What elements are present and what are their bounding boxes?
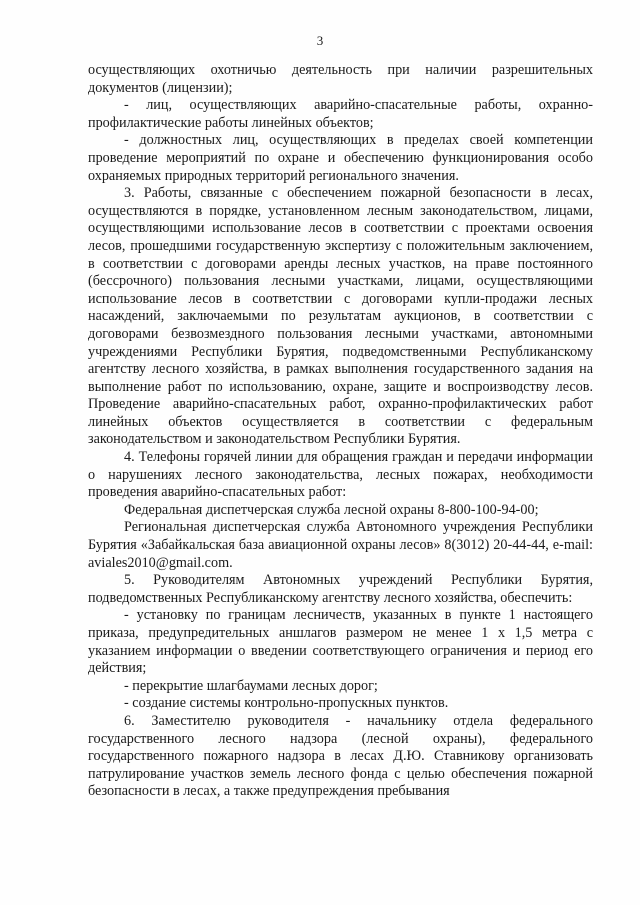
paragraph-item-3: 3. Работы, связанные с обеспечением пожарной безопасности в лесах, осуществляются в порядке, установленном лесным законодательством, лицами, осуществляющими использование лесов в соответствии с проектами освоения лесов, прошедшими государственную экспертизу с положительным заключением, в соответствии с договорами аренды лесных участков, на праве постоянного (бессрочного) пользования лесными участками, лицами, осуществляющими использование лесов в соответствии с договорами купли-продажи лесных насаждений, заключаемыми по результатам аукционов, в соответствии с договорами безвозмездного пользования лесными участками, автономными учреждениями Республики Бурятия, подведомственными Республиканскому агентству лесного хозяйства, в рамках выполнения государственного задания на выполнение работ по использованию, охране, защите и воспроизводству лесов. Проведение аварийно-спасательных работ, охранно-профилактических работ линейных объектов осуществляется в соответствии с федеральным законодательством и законодательством Республики Бурятия.: [88, 185, 593, 448]
paragraph-hunting-licenses: осуществляющих охотничью деятельность при наличии разрешительных документов (лицензии);: [88, 62, 593, 96]
document-body: [88, 62, 593, 801]
paragraph-officials: - должностных лиц, осуществляющих в пределах своей компетенции проведение мероприятий по охране и обеспечению функционирования особо охраняемых природных территорий регионального значения.: [88, 132, 593, 184]
paragraph-federal-hotline: Федеральная диспетчерская служба лесной охраны 8-800-100-94-00;: [124, 501, 539, 518]
paragraph-item-5: 5. Руководителям Автономных учреждений Республики Бурятия, подведомственных Республиканскому агентству лесного хозяйства, обеспечить:: [88, 572, 593, 606]
paragraph-regional-hotline: Региональная диспетчерская служба Автономного учреждения Республики Бурятия «Забайкальская база авиационной охраны лесов» 8(3012) 20-44-44, e-mail: aviales2010@gmail.com.: [88, 519, 593, 571]
paragraph-rescue-workers: - лиц, осуществляющих аварийно-спасательные работы, охранно-профилактические работы линейных объектов;: [88, 97, 593, 131]
paragraph-barriers: - перекрытие шлагбаумами лесных дорог;: [124, 677, 378, 694]
page-number: 3: [316, 33, 324, 48]
paragraph-item-6: 6. Заместителю руководителя - начальнику отдела федерального государственного лесного надзора (лесной охраны), федерального государственного пожарного надзора в лесах Д.Ю. Ставникову организовать патрулирование участков земель лесного фонда с целью обеспечения пожарной безопасности в лесах, а также предупреждения пребывания: [88, 712, 593, 800]
paragraph-checkpoints: - создание системы контрольно-пропускных пунктов.: [124, 695, 449, 712]
paragraph-signs: - установку по границам лесничеств, указанных в пункте 1 настоящего приказа, предупредительных аншлагов размером не менее 1 х 1,5 метра с указанием информации о введении соответствующего ограничения и период его действия;: [88, 607, 593, 677]
paragraph-item-4: 4. Телефоны горячей линии для обращения граждан и передачи информации о нарушениях лесного законодательства, лесных пожарах, необходимости проведения аварийно-спасательных работ:: [88, 449, 593, 501]
